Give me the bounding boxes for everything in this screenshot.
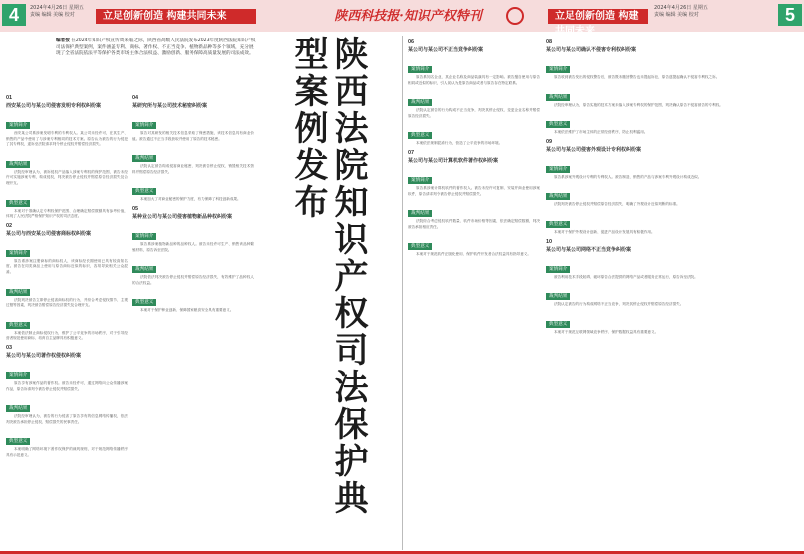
article-paragraph: 法院经审理认为，原告实施的技术方案未落入涉案专利权的保护范围，判决确认原告不侵害被告的专利权。 [554,102,723,107]
article-paragraph: 法院判决被告停止侵权并赔偿原告经济损失，明确了外观设计近似判断的标准。 [554,202,680,207]
editor-line: 责编 编辑 美编 校对 [654,12,699,18]
section-tag: 案情简介 [6,122,30,129]
article-paragraph: 本案对于规范互联网领域竞争秩序、保护数据权益具有重要意义。 [554,329,659,334]
editor-note-text: 在2024年知识产权宣传周来临之际，陕西省高级人民法院发布2023年度陕西法院知识产权司法保护典型案例，案件涵盖专利、商标、著作权、不正当竞争、植物新品种等多个领域，充分展现了全省法院依法平等保护各类市场主体合法权益、激励创新、服务保障高质量发展的司法成效。 [56,38,256,56]
article-paragraph: 原告系涉案注册商标的商标权人，该商标经长期使用已具有较高知名度。被告在同类商品上使用与原告商标近似的标识，容易导致相关公众混淆。 [6,258,128,274]
article-paragraph: 法院经审理认为，被诉侵权产品落入涉案专利权的保护范围，被告未经许可实施涉案专利，构成侵权，判决被告停止侵权并赔偿原告经济损失及合理开支。 [6,169,128,185]
section-tag: 典型意义 [132,299,156,306]
article-column-1 [6,92,128,548]
case-title: 某公司与西安某公司侵害商标权纠纷案 [6,230,92,237]
case-number: 08 [546,39,553,45]
date-line: 2024年4月26日 星期五 [30,5,84,11]
section-tag: 案情简介 [546,66,570,73]
case-number: 01 [6,95,13,101]
article-paragraph: 法院经审理认为，被告的行为侵害了原告享有的信息网络传播权，依法判决被告承担停止侵权、赔偿损失的民事责任。 [6,414,128,424]
article-paragraph: 法院认定被告的行为构成不正当竞争，判决其停止侵权、变更企业名称并赔偿原告经济损失。 [408,108,540,118]
section-tag: 裁判结果 [6,289,30,296]
section-tag: 典型意义 [546,221,570,228]
section-tag: 典型意义 [6,438,30,445]
editor-line: 责编 编辑 美编 校对 [30,12,75,18]
section-tag: 裁判结果 [408,210,432,217]
section-tag: 裁判结果 [6,161,30,168]
article-paragraph: 原告系涉案植物新品种的品种权人。被告未经许可生产、销售该品种繁殖材料，原告诉至法院。 [132,241,254,252]
article-paragraph: 法院认定被告构成侵害商业秘密，判决被告停止侵权、销毁相关技术资料并赔偿原告经济损失。 [132,164,254,174]
article-paragraph: 本案对于规范软件正版化使用、保护软件开发者合法权益具有指导意义。 [416,252,531,257]
case-title: 某种业公司与某公司侵害植物新品种权纠纷案 [132,213,233,220]
masthead-seal-icon [506,7,524,25]
article-paragraph: 法院依法判决被告停止侵权并赔偿原告经济损失，有效维护了品种权人的合法权益。 [132,275,254,285]
section-tag: 典型意义 [132,188,156,195]
case-title: 某公司与某公司计算机软件著作权纠纷案 [408,157,499,164]
section-tag: 裁判结果 [6,405,30,412]
case-number: 06 [408,39,415,45]
section-tag: 裁判结果 [132,155,156,162]
case-number: 04 [132,95,139,101]
date-line: 2024年4月26日 星期五 [654,5,708,11]
section-tag: 案情简介 [132,122,156,129]
article-column-3 [408,36,540,548]
section-tag: 典型意义 [408,243,432,250]
slogan-left: 立足创新创造 构建共同未来 [96,9,256,24]
section-tag: 裁判结果 [546,293,570,300]
article-paragraph: 原告系知名企业，其企业名称及商品装潢具有一定影响。被告擅自使用与原告相同或近似的标识，引人误认为是原告商品或者与原告存在特定联系。 [408,75,540,85]
section-tag: 典型意义 [546,121,570,128]
article-paragraph: 原告系涉案计算机软件的著作权人。被告未经许可复制、安装并商业使用涉案软件，原告请求判令被告停止侵权并赔偿损失。 [408,185,540,196]
article-paragraph: 本案依法维护了市场主体的正常经营秩序，防止权利滥用。 [554,130,648,135]
section-tag: 案情简介 [546,266,570,273]
article-paragraph: 原告对其研发的相关技术信息采取了保密措施，该技术信息具有商业价值。被告通过不正当手段获取并使用了原告的技术秘密。 [132,131,254,141]
case-number: 05 [132,205,139,212]
article-paragraph: 本案依法规制混淆行为，营造了公平竞争的市场环境。 [416,141,503,146]
main-title-block [258,36,398,546]
case-title: 某公司与某公司确认不侵害专利权纠纷案 [546,47,637,53]
section-tag: 案情简介 [132,233,156,240]
section-tag: 裁判结果 [408,99,432,106]
section-tag: 案情简介 [408,177,432,184]
case-number: 07 [408,149,415,156]
case-number: 09 [546,138,553,145]
section-tag: 典型意义 [6,322,30,329]
case-title: 西安某公司与某公司侵害发明专利权纠纷案 [6,103,102,109]
article-paragraph: 原告享有涉案作品的著作权。被告未经许可，通过网络向公众传播涉案作品，原告诉请判令被告停止侵权并赔偿损失。 [6,380,128,391]
main-title: 陕西法院知识产权司法保护典型案例发布 [288,36,368,517]
article-paragraph: 被告利用技术手段妨碍、破坏原告合法提供的网络产品或者服务正常运行，原告诉至法院。 [554,274,698,279]
article-paragraph: 本案依法制止商标侵权行为，维护了公平竞争的市场秩序，对于引导经营者规范使用商标、培育自主品牌具有积极意义。 [6,330,128,341]
article-paragraph: 法院判决被告立即停止侵害商标权的行为，并综合考虑侵权情节、主观过错等因素，判决被告赔偿原告经济损失及合理开支。 [6,297,128,308]
article-paragraph: 原告系涉案外观设计专利的专利权人。被告制造、销售的产品与涉案专利外观设计构成近似。 [554,174,702,179]
article-paragraph: 本案明确了网络环境下著作权保护的裁判规则，对于规范网络传播秩序具有示范意义。 [6,447,128,457]
newspaper-masthead: 陕西科技报·知识产权特刊 [334,9,482,24]
page-number-left: 4 [2,4,26,26]
article-paragraph: 原告收到被告发出的侵权警告后，被告既未撤回警告也未提起诉讼，原告遂提起确认不侵害专利权之诉。 [554,75,720,79]
section-tag: 案情简介 [408,66,432,73]
section-tag: 案情简介 [6,372,30,379]
section-tag: 典型意义 [6,200,30,207]
page-divider [402,36,403,550]
article-paragraph: 西安某公司系涉案发明专利的专利权人。某公司未经许可，在其生产、销售的产品中使用了与涉案专利相同的技术方案。原告认为被告的行为侵犯了其专利权，遂诉至法院请求判令停止侵权并赔偿经济损失。 [6,131,128,147]
section-tag: 案情简介 [546,166,570,173]
case-title: 某公司与某公司不正当竞争纠纷案 [408,47,484,53]
article-column-4 [546,36,800,548]
slogan-right: 立足创新创造 构建共同未来 [548,9,648,24]
case-title: 某研究所与某公司技术秘密纠纷案 [132,103,208,109]
section-tag: 典型意义 [546,321,570,328]
section-tag: 案情简介 [6,250,30,257]
case-title: 某公司与某公司侵害外观设计专利权纠纷案 [546,146,642,153]
section-tag: 裁判结果 [132,266,156,273]
case-title: 某公司与某公司著作权侵权纠纷案 [6,352,82,359]
case-title: 某公司与某公司网络不正当竞争纠纷案 [546,246,632,253]
article-paragraph: 本案对于保护外观设计创新、促进产品设计发展具有积极作用。 [554,229,655,234]
case-number: 10 [546,238,553,245]
page-number-right: 5 [778,4,802,26]
article-paragraph: 法院综合考虑侵权软件数量、软件市场价格等因素，依法确定赔偿数额，判决被告承担相应责任。 [408,219,540,229]
page-meta-right [654,5,708,19]
editor-note-lead: 编者按 [56,38,70,43]
section-tag: 裁判结果 [546,193,570,200]
article-paragraph: 法院认定被告的行为构成网络不正当竞争，判决其停止侵权并赔偿原告经济损失。 [554,302,684,307]
editor-note [56,38,256,88]
article-paragraph: 本案对于准确认定专利权保护范围、合理确定赔偿数额具有参考价值，体现了人民法院严格保护知识产权的司法态度。 [6,208,128,219]
page-meta-left [30,5,84,19]
article-paragraph: 本案对于保护种业创新、保障国家粮食安全具有重要意义。 [140,308,234,313]
case-number: 03 [6,344,13,351]
article-column-2 [132,92,254,548]
case-number: 02 [6,222,13,229]
section-tag: 典型意义 [408,132,432,139]
section-tag: 裁判结果 [546,94,570,101]
article-paragraph: 本案加大了对商业秘密的保护力度，有力保障了科技创新成果。 [140,197,241,202]
